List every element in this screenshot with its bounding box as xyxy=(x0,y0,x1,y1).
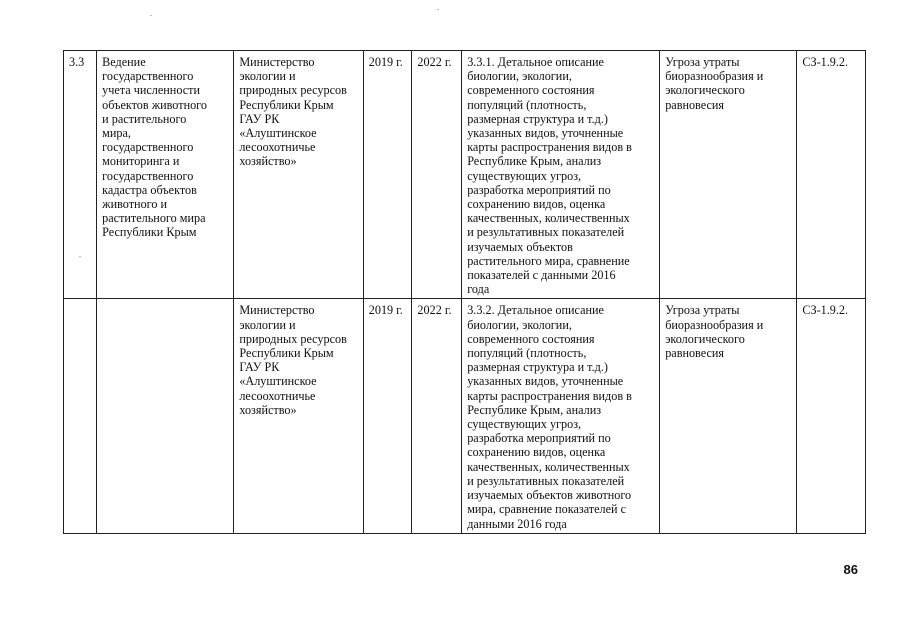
text-line: карты распространения видов в xyxy=(467,140,632,155)
text-line: существующих угроз, xyxy=(467,168,582,183)
text-line: растительного мира, сравнение xyxy=(467,253,630,268)
text-line: «Алуштинское xyxy=(239,126,317,141)
text-line: разработка мероприятий по xyxy=(467,431,611,446)
table-body xyxy=(64,51,866,534)
executor-cell xyxy=(234,299,363,533)
text-line: разработка мероприятий по xyxy=(467,182,611,197)
text-line: ГАУ РК xyxy=(239,360,280,375)
text-line: животного и xyxy=(102,197,168,212)
text-line: ГАУ РК xyxy=(239,111,280,126)
text-line: экологического xyxy=(665,331,745,346)
text-line: природных ресурсов xyxy=(239,331,347,346)
text-line: равновесия xyxy=(665,346,724,361)
text-line: современного состояния xyxy=(467,83,595,98)
threat-cell xyxy=(660,51,797,299)
text-line: сохранению видов, оценка xyxy=(467,197,606,212)
text-line: изучаемых объектов животного xyxy=(467,488,632,503)
text-line: Угроза утраты xyxy=(665,303,740,318)
text-line: карты распространения видов в xyxy=(467,388,632,403)
text-line: существующих угроз, xyxy=(467,417,582,432)
activity-cell xyxy=(97,51,234,299)
text-line: года xyxy=(467,282,490,297)
text-line: государственного xyxy=(102,140,194,155)
text-line: изучаемых объектов xyxy=(467,239,573,254)
description-cell xyxy=(462,51,660,299)
text-line: Республики Крым xyxy=(102,225,197,240)
text-line: мира, сравнение показателей с xyxy=(467,502,626,517)
text-line: данными 2016 года xyxy=(467,516,567,531)
table-row xyxy=(64,299,866,533)
text-line: и растительного xyxy=(102,111,187,126)
start-year-cell: 2019 г. xyxy=(363,299,412,533)
page-number: 86 xyxy=(843,562,858,577)
description-cell xyxy=(462,299,660,533)
text-line: популяций (плотность, xyxy=(467,346,587,361)
scan-speck xyxy=(437,9,439,10)
text-line: природных ресурсов xyxy=(239,83,347,98)
text-line: биоразнообразия и xyxy=(665,317,764,332)
text-line: Министерство xyxy=(239,55,315,69)
row-number-cell xyxy=(64,299,97,533)
text-line: Угроза утраты xyxy=(665,55,740,69)
activity-cell xyxy=(97,299,234,533)
text-line: указанных видов, уточненные xyxy=(467,374,624,389)
end-year-cell: 2022 г. xyxy=(412,299,462,533)
text-line: биоразнообразия и xyxy=(665,69,764,84)
text-line: учета численности xyxy=(102,83,200,98)
text-line: размерная структура и т.д.) xyxy=(467,360,608,375)
text-line: показателей с данными 2016 xyxy=(467,268,616,283)
threat-cell xyxy=(660,299,797,533)
text-line: Республике Крым, анализ xyxy=(467,154,602,169)
text-line: «Алуштинское xyxy=(239,374,317,389)
text-line: Республики Крым xyxy=(239,346,334,361)
code-cell: СЗ-1.9.2. xyxy=(797,299,866,533)
text-line: Министерство xyxy=(239,303,315,318)
text-line: экологии и xyxy=(239,317,296,332)
text-line: размерная структура и т.д.) xyxy=(467,111,608,126)
executor-cell xyxy=(234,51,363,299)
text-line: равновесия xyxy=(665,97,724,112)
text-line: и результативных показателей xyxy=(467,225,625,240)
text-line: мониторинга и xyxy=(102,154,180,169)
text-line: лесоохотничье xyxy=(239,388,316,403)
text-line: сохранению видов, оценка xyxy=(467,445,606,460)
text-line: популяций (плотность, xyxy=(467,97,587,112)
text-line: государственного xyxy=(102,168,194,183)
text-line: указанных видов, уточненные xyxy=(467,126,624,141)
text-line: объектов животного xyxy=(102,97,207,112)
text-line: биологии, экологии, xyxy=(467,69,572,84)
start-year-cell: 2019 г. xyxy=(363,51,412,299)
row-number-cell: 3.3 xyxy=(64,51,97,299)
text-line: качественных, количественных xyxy=(467,459,630,474)
text-line: растительного мира xyxy=(102,211,206,226)
text-line: Республики Крым xyxy=(239,97,334,112)
text-line: качественных, количественных xyxy=(467,211,630,226)
text-line: экологии и xyxy=(239,69,296,84)
table-row xyxy=(64,51,866,299)
text-line: 3.3.1. Детальное описание xyxy=(467,55,604,69)
activity-plan-table xyxy=(63,50,866,534)
text-line: хозяйство» xyxy=(239,402,297,417)
text-line: Республике Крым, анализ xyxy=(467,402,602,417)
text-line: современного состояния xyxy=(467,331,595,346)
text-line: 3.3.2. Детальное описание xyxy=(467,303,604,318)
text-line: экологического xyxy=(665,83,745,98)
scan-speck xyxy=(150,15,152,16)
text-line: лесоохотничье xyxy=(239,140,316,155)
text-line: хозяйство» xyxy=(239,154,297,169)
end-year-cell: 2022 г. xyxy=(412,51,462,299)
text-line: кадастра объектов xyxy=(102,182,197,197)
text-line: мира, xyxy=(102,126,131,141)
code-cell: СЗ-1.9.2. xyxy=(797,51,866,299)
text-line: Ведение xyxy=(102,55,146,69)
text-line: биологии, экологии, xyxy=(467,317,572,332)
text-line: и результативных показателей xyxy=(467,473,625,488)
text-line: государственного xyxy=(102,69,194,84)
